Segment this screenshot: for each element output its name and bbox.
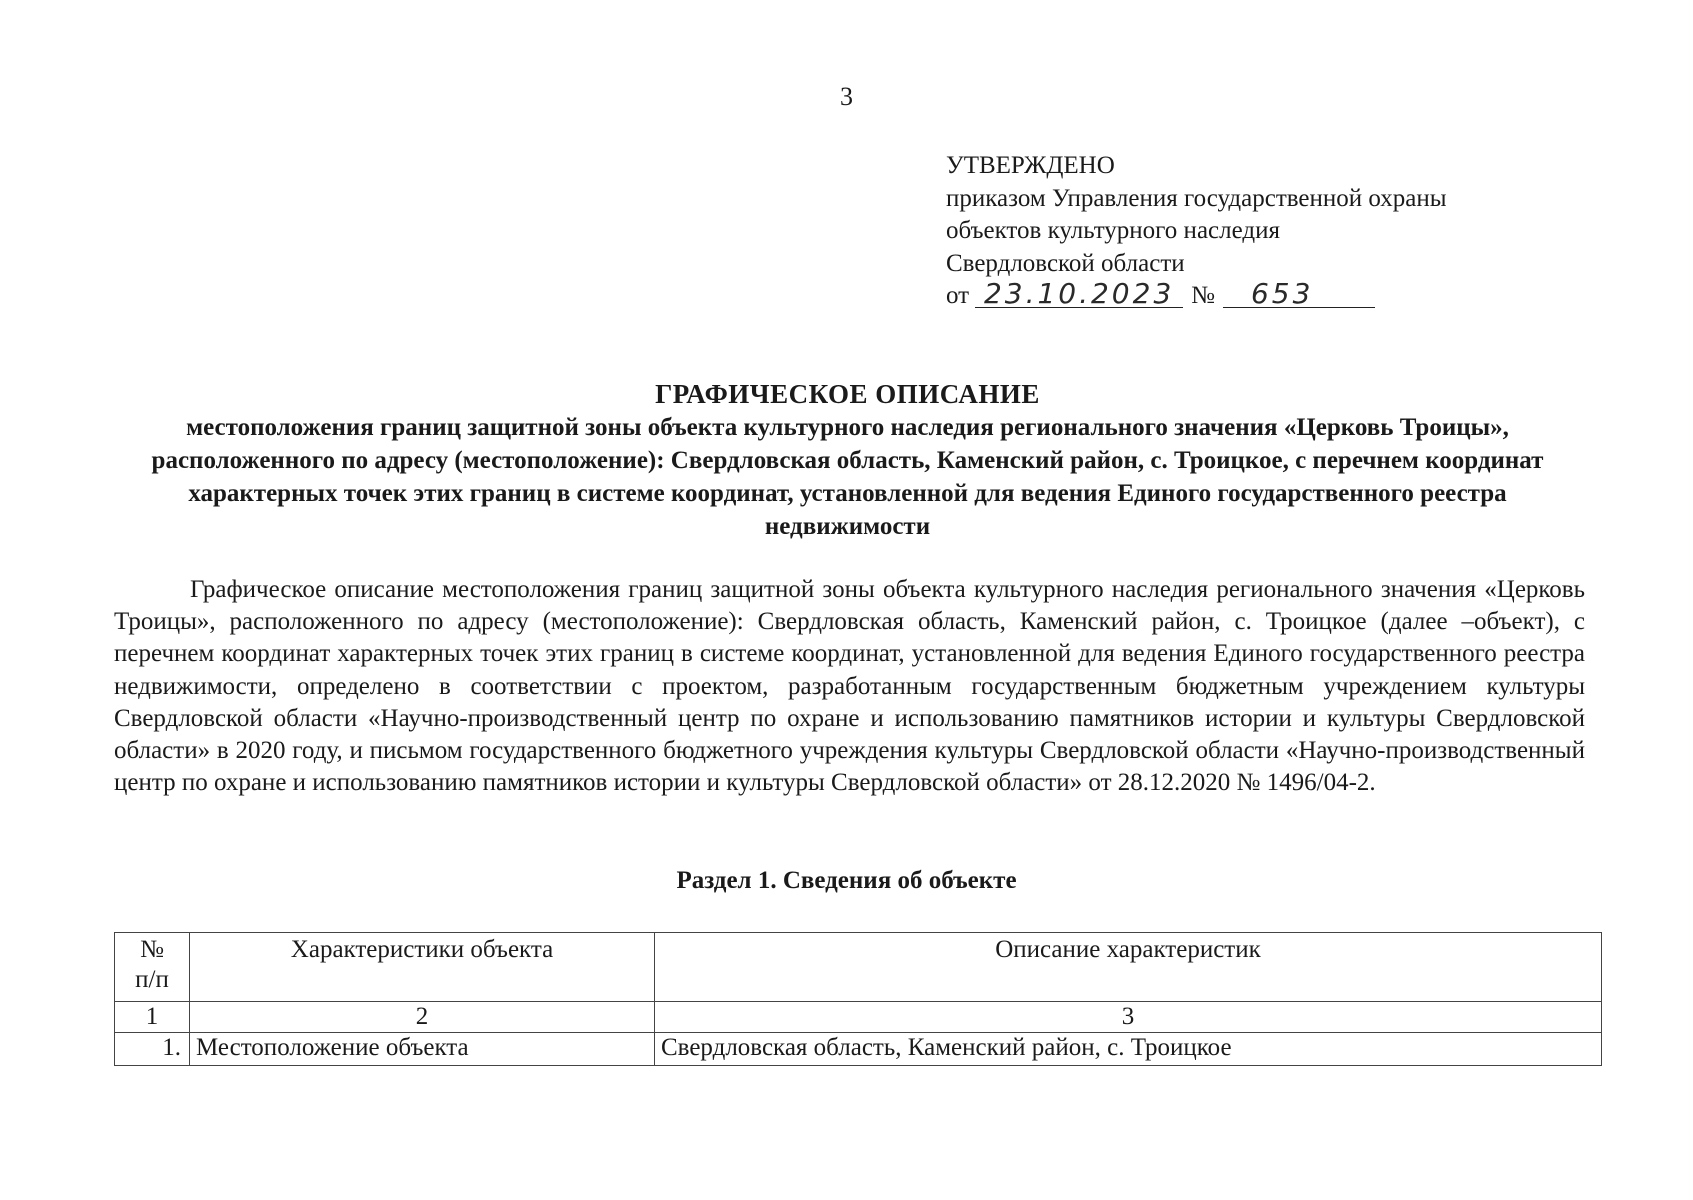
index-cell: 3 [655, 1002, 1602, 1033]
header-cell-number [115, 933, 190, 1002]
table-header-row [115, 933, 1602, 1002]
index-cell: 1 [115, 1002, 190, 1033]
approval-line: приказом Управления государственной охраны [946, 184, 1447, 212]
handwritten-number: 653 [1223, 281, 1375, 308]
page-number: 3 [840, 82, 853, 111]
row-characteristic-cell: Местоположение объекта [190, 1033, 655, 1066]
document-subtitle: местоположения границ защитной зоны объекта культурного наследия регионального значения «Церковь Троицы», расположенного по адресу (местоположение): Свердловская область, Каменский район, с. Троицкое, с перечнем координат характерных точек этих границ в системе координат, установленной для ведения Единого государственного реестра недвижимости [151, 414, 1544, 540]
handwritten-date: 23.10.2023 [975, 281, 1183, 308]
index-cell: 2 [190, 1002, 655, 1033]
document-title-block [110, 378, 1585, 543]
row-number-cell: 1. [115, 1033, 190, 1066]
row-description-cell: Свердловская область, Каменский район, с. Троицкое [655, 1033, 1602, 1066]
approval-stamp: УТВЕРЖДЕНО [946, 152, 1115, 179]
approval-date-row [946, 277, 1447, 313]
header-cell-description: Описание характеристик [655, 933, 1602, 1002]
body-paragraph: Графическое описание местоположения границ защитной зоны объекта культурного наследия регионального значения «Церковь Троицы», расположенного по адресу (местоположение): Свердловская область, Каменский район, с. Троицкое (далее –объект), с перечнем координат характерных точек этих границ в системе координат, установленной для ведения Единого государственного реестра недвижимости, определено в соответствии с проектом, разработанным государственным бюджетным учреждением культуры Свердловской области «Научно-производственный центр по охране и использованию памятников истории и культуры Свердловской области» в 2020 году, и письмом государственного бюджетного учреждения культуры Свердловской области «Научно-производственный центр по охране и использованию памятников истории и культуры Свердловской области» от 28.12.2020 № 1496/04-2. [114, 576, 1585, 797]
section-heading: Раздел 1. Сведения об объекте [676, 867, 1017, 894]
header-number-sign: № [140, 936, 164, 963]
date-prefix: от [946, 282, 970, 309]
header-number-abbr: п/п [135, 966, 169, 993]
table-row [115, 1033, 1602, 1066]
approval-line: объектов культурного наследия [946, 217, 1280, 244]
object-info-table [114, 932, 1602, 1066]
number-sign: № [1191, 282, 1215, 309]
approval-line: Свердловской области [946, 249, 1185, 277]
document-title: ГРАФИЧЕСКОЕ ОПИСАНИЕ [655, 379, 1040, 409]
header-cell-characteristics: Характеристики объекта [190, 933, 655, 1002]
table-index-row [115, 1002, 1602, 1033]
approval-block [946, 150, 1447, 313]
